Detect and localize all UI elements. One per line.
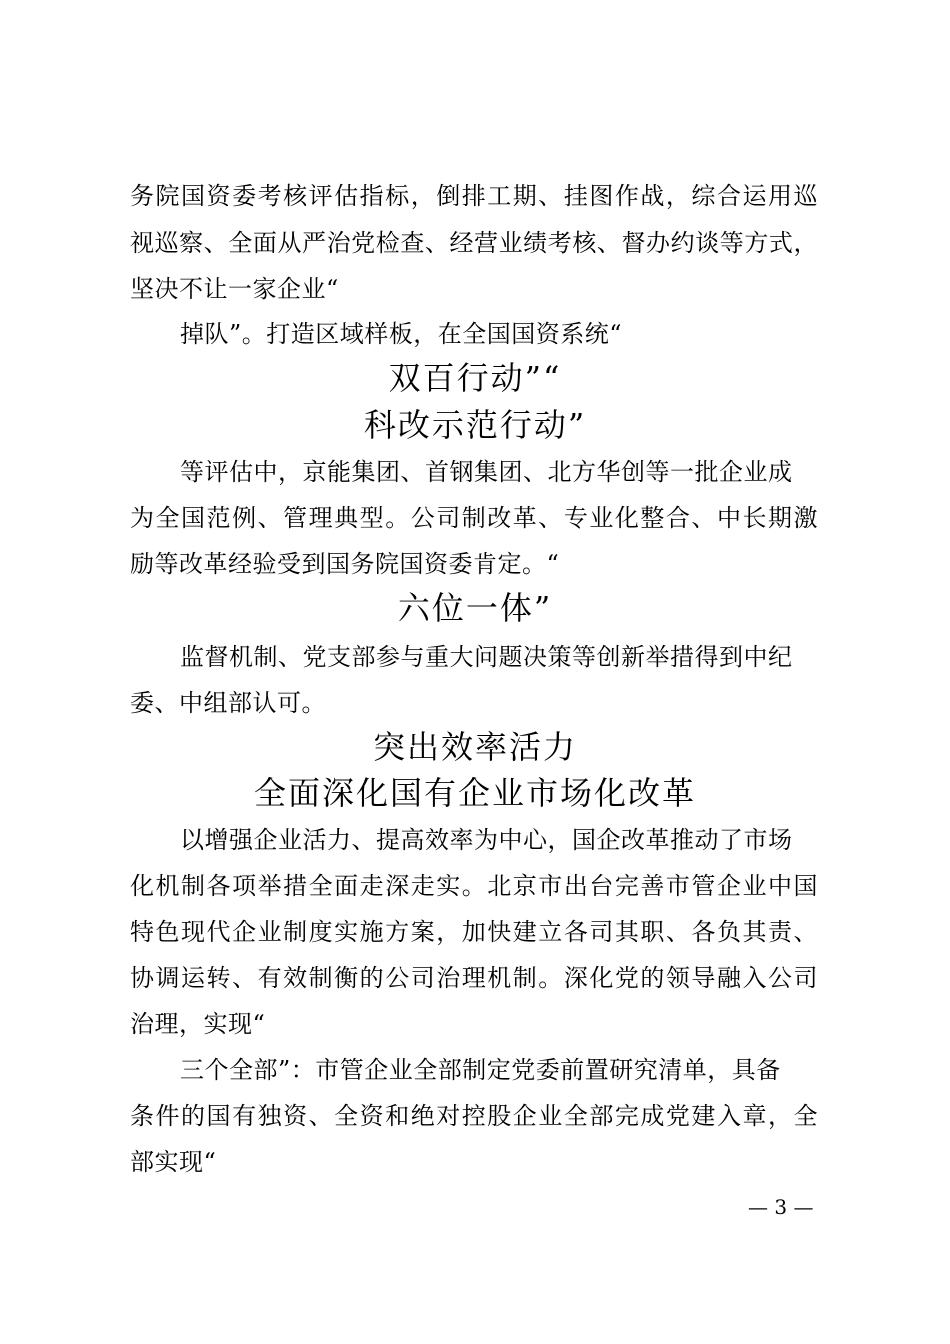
body-text-line: 特色现代企业制度实施方案，加快建立各司其职、各负其责、 xyxy=(130,918,818,946)
body-text-line: 协调运转、有效制衡的公司治理机制。深化党的领导融入公司 xyxy=(130,964,818,992)
page-number: — 3 — xyxy=(748,1195,814,1219)
body-text-line: 治理，实现“ xyxy=(130,1010,266,1038)
section-heading: 科改示范行动” xyxy=(363,406,587,444)
body-text-line: 为全国范例、管理典型。公司制改革、专业化整合、中长期激 xyxy=(130,504,818,532)
body-text-line: 视巡察、全面从严治党检查、经营业绩考核、督办约谈等方式， xyxy=(130,229,818,257)
body-text-line: 化机制各项举措全面走深走实。北京市出台完善市管企业中国 xyxy=(130,872,818,900)
body-text-line: 监督机制、党支部参与重大问题决策等创新举措得到中纪 xyxy=(180,643,793,671)
body-text-line: 条件的国有独资、全资和绝对控股企业全部完成党建入章，全 xyxy=(130,1102,818,1130)
body-text-line: 掉队”。打造区域样板，在全国国资系统“ xyxy=(180,320,623,348)
section-heading: 六位一体” xyxy=(397,589,553,627)
body-text-line: 坚决不让一家企业“ xyxy=(130,275,339,303)
body-text-line: 部实现“ xyxy=(130,1148,217,1176)
body-text-line: 励等改革经验受到国务院国资委肯定。“ xyxy=(130,550,560,578)
body-text-line: 委、中组部认可。 xyxy=(130,689,326,717)
section-heading: 突出效率活力 xyxy=(372,728,577,766)
section-heading: 全面深化国有企业市场化改革 xyxy=(253,774,696,812)
section-heading: 双百行动”“ xyxy=(388,359,562,397)
body-text-line: 务院国资委考核评估指标，倒排工期、挂图作战，综合运用巡 xyxy=(130,182,818,210)
body-text-line: 等评估中，京能集团、首钢集团、北方华创等一批企业成 xyxy=(180,458,793,486)
body-text-line: 以增强企业活力、提高效率为中心，国企改革推动了市场 xyxy=(180,826,793,854)
body-text-line: 三个全部”：市管企业全部制定党委前置研究清单，具备 xyxy=(180,1056,781,1084)
